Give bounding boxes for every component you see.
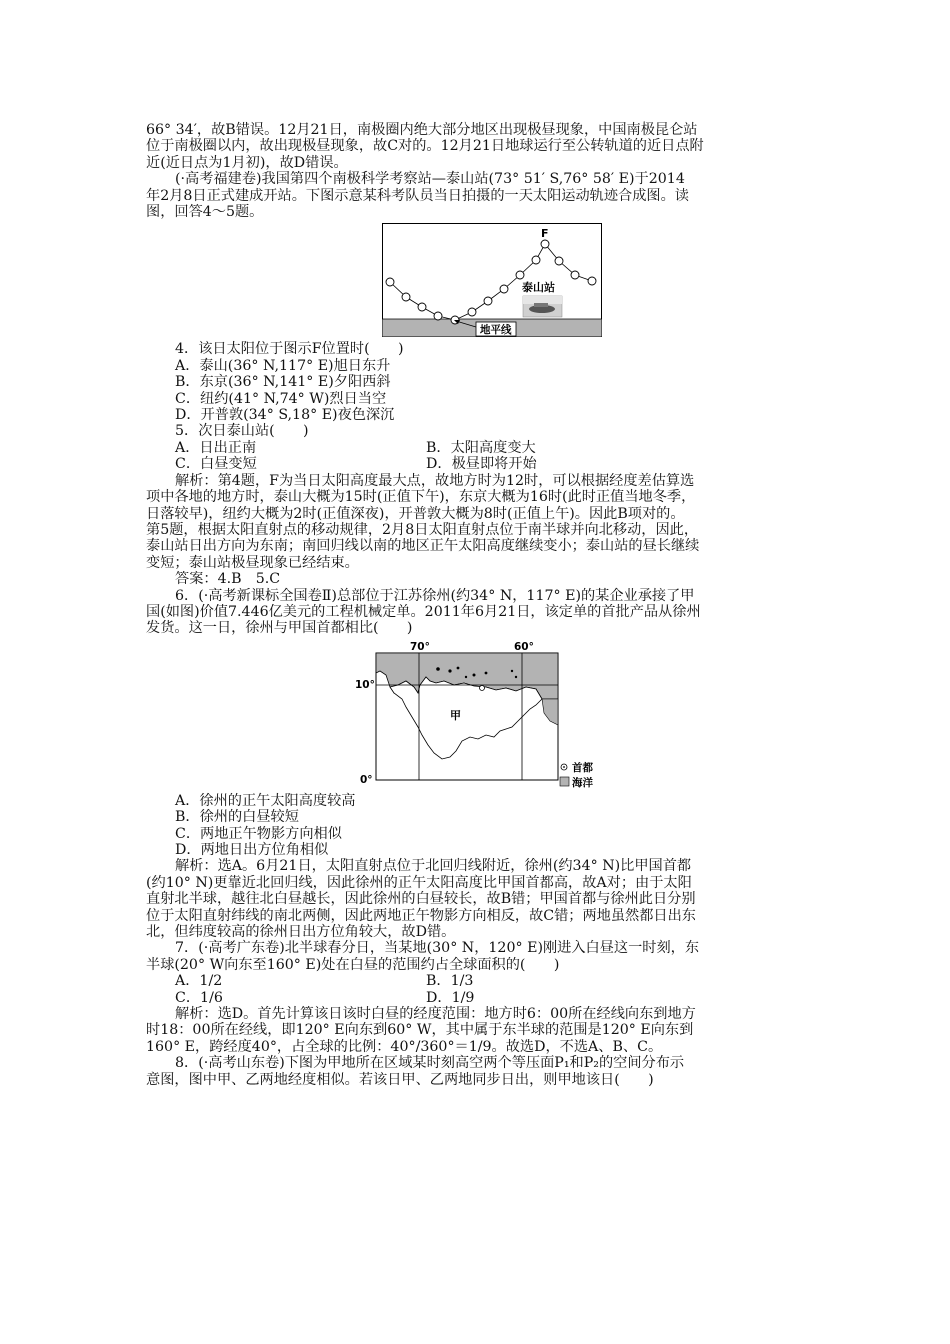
option-row xyxy=(146,973,816,989)
question-stem: 半球(20° W向东至160° E)处在白昼的范围约占全球面积的( ) xyxy=(146,956,560,973)
option-row xyxy=(146,440,816,456)
analysis-line: 解析：第4题，F为当日太阳高度最大点，故地方时为12时，可以根据经度差估算选 xyxy=(175,472,695,489)
answer-line: 答案：4.B 5.C xyxy=(175,571,281,588)
option-row xyxy=(146,456,816,472)
label-horizon: 地平线 xyxy=(480,324,512,337)
question-stem: 意图，图中甲、乙两地经度相似。若该日甲、乙两地同步日出，则甲地该日( ) xyxy=(146,1071,654,1088)
option: B．1/3 xyxy=(426,973,474,990)
analysis-line: 解析：选A。6月21日，太阳直射点位于北回归线附近，徐州(约34° N)比甲国首都 xyxy=(175,858,692,875)
question-stem: 6．(·高考新课标全国卷Ⅱ)总部位于江苏徐州(约34° N，117° E)的某企业承接了甲 xyxy=(175,587,695,604)
option: C．两地正午物影方向相似 xyxy=(175,825,342,842)
label-lon-70: 70° xyxy=(410,640,430,653)
analysis-line: 位于太阳直射纬线的南北两侧，因此两地正午物影方向相反，故C错；两地虽然都日出东 xyxy=(146,907,696,924)
analysis-line: 泰山站日出方向为东南；南回归线以南的地区正午太阳高度继续变小；泰山站的昼长继续 xyxy=(146,538,700,555)
analysis-line: 时18：00所在经线，即120° E向东到60° W，其中属于东半球的范围是120° E向东到 xyxy=(146,1022,694,1039)
option: D．极昼即将开始 xyxy=(426,456,537,473)
text-line: 近(近日点为1月初)，故D错误。 xyxy=(146,154,348,171)
label-lat-0: 0° xyxy=(360,773,373,786)
question-stem: 国(如图)价值7.446亿美元的工程机械定单。2011年6月21日，该定单的首批产品从徐州 xyxy=(146,603,701,620)
question-stem: 7．(·高考广东卷)北半球春分日，当某地(30° N，120° E)刚进入白昼这一时刻，东 xyxy=(175,940,700,957)
legend-capital-label: 首都 xyxy=(572,761,593,774)
label-lat-10: 10° xyxy=(355,678,375,691)
question-stem: 发货。这一日，徐州与甲国首都相比( ) xyxy=(146,620,413,637)
text-line: 66° 34′，故B错误。12月21日，南极圈内绝大部分地区出现极昼现象，中国南极昆仑站 xyxy=(146,122,698,138)
sun-path-figure xyxy=(382,223,602,337)
analysis-line: 第5题，根据太阳直射点的移动规律，2月8日太阳直射点位于南半球并向北移动，因此， xyxy=(146,521,699,538)
option-row xyxy=(146,990,816,1006)
analysis-line: 日落较早)，纽约大概为2时(正值深夜)，开普敦大概为8时(正值上午)。因此B项对的。 xyxy=(146,505,685,522)
country-map-figure xyxy=(346,641,606,789)
document-page xyxy=(146,122,816,1088)
option: D．1/9 xyxy=(426,989,475,1006)
option: B．太阳高度变大 xyxy=(426,439,536,456)
option: B．徐州的白昼较短 xyxy=(175,809,299,826)
option: C．1/6 xyxy=(175,989,223,1006)
question-intro: 图，回答4～5题。 xyxy=(146,204,264,221)
analysis-line: 160° E，跨经度40°，占全球的比例：40°/360°＝1/9。故选D，不选A、B、C。 xyxy=(146,1038,663,1055)
option: A．日出正南 xyxy=(175,439,257,456)
option: A．徐州的正午太阳高度较高 xyxy=(175,792,356,809)
question-intro: (·高考福建卷)我国第四个南极科学考察站—泰山站(73° 51′ S,76° 58′ E)于2014 xyxy=(175,171,685,188)
option: C．纽约(41° N,74° W)烈日当空 xyxy=(175,390,387,407)
label-lon-60: 60° xyxy=(514,640,534,653)
option: B．东京(36° N,141° E)夕阳西斜 xyxy=(175,374,391,391)
analysis-line: 北，但纬度较高的徐州日出方位角较大，故D错。 xyxy=(146,924,456,940)
option: C．白昼变短 xyxy=(175,456,257,473)
option: D．两地日出方位角相似 xyxy=(175,841,329,858)
text-line: 位于南极圈以内，故出现极昼现象，故C对的。12月21日地球运行至公转轨道的近日点附 xyxy=(146,138,704,155)
analysis-line: 解析：选D。首先计算该日该时白昼的经度范围：地方时6：00所在经线向东到地方 xyxy=(175,1006,696,1023)
analysis-line: (约10° N)更靠近北回归线，因此徐州的正午太阳高度比甲国首都高，故A对；由于太阳 xyxy=(146,874,692,891)
option: A．1/2 xyxy=(175,973,223,990)
option: A．泰山(36° N,117° E)旭日东升 xyxy=(175,357,391,374)
analysis-line: 直射北半球，越往北白昼越长，因此徐州的白昼较长，故B错；甲国首都与徐州此日分别 xyxy=(146,891,696,908)
question-stem: 5．次日泰山站( ) xyxy=(175,423,309,440)
legend-ocean-label: 海洋 xyxy=(572,776,593,789)
legend-ocean-swatch xyxy=(560,777,569,786)
capital-marker xyxy=(480,685,485,690)
analysis-line: 变短；泰山站极昼现象已经结束。 xyxy=(146,554,359,571)
analysis-line: 项中各地的地方时，泰山大概为15时(正值下午)，东京大概为16时(此时正值当地冬季， xyxy=(146,489,696,506)
option: D．开普敦(34° S,18° E)夜色深沉 xyxy=(175,407,395,424)
question-stem: 4．该日太阳位于图示F位置时( ) xyxy=(175,341,404,358)
label-station: 泰山站 xyxy=(522,281,555,295)
label-country: 甲 xyxy=(450,708,461,722)
label-f: F xyxy=(541,227,549,241)
question-stem: 8．(·高考山东卷)下图为甲地所在区域某时刻高空两个等压面P₁和P₂的空间分布示 xyxy=(175,1055,685,1072)
question-intro: 年2月8日正式建成开站。下图示意某科考队员当日拍摄的一天太阳运动轨迹合成图。读 xyxy=(146,187,689,204)
